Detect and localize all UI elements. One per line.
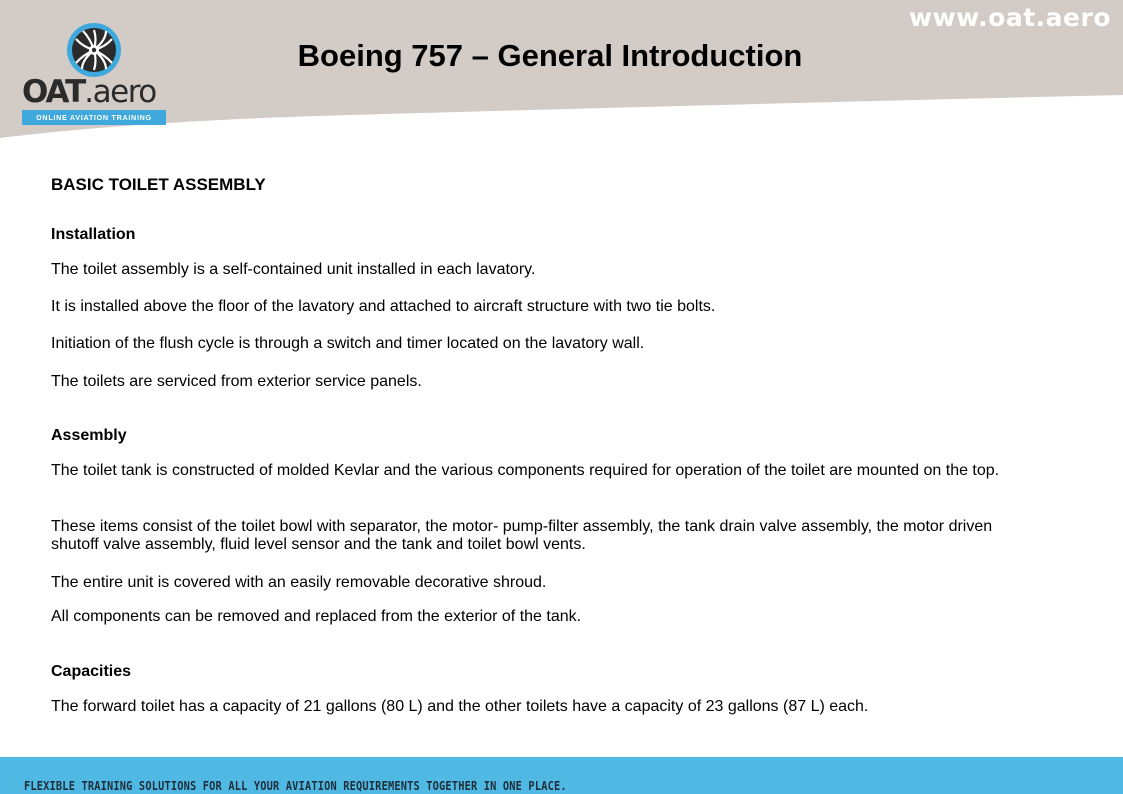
footer-tagline: FLEXIBLE TRAINING SOLUTIONS FOR ALL YOUR AVIATION REQUIREMENTS TOGETHER IN ONE PLACE. <box>24 779 567 793</box>
paragraph: The toilet tank is constructed of molded Kevlar and the various components required for operation of the toilet are mounted on the top. <box>51 462 1000 479</box>
paragraph: These items consist of the toilet bowl with separator, the motor- pump-filter assembly, the tank drain valve assembly, the motor driven shutoff valve assembly, fluid level sensor and the tank and toilet bowl vents. <box>51 518 993 553</box>
paragraph: The entire unit is covered with an easily removable decorative shroud. <box>51 574 547 591</box>
paragraph: The toilets are serviced from exterior service panels. <box>51 373 422 390</box>
heading-installation: Installation <box>51 226 136 243</box>
paragraph: All components can be removed and replaced from the exterior of the tank. <box>51 608 582 625</box>
logo-wordmark: OAT.aero <box>22 74 156 110</box>
website-url: www.oat.aero <box>908 3 1111 32</box>
heading-assembly: Assembly <box>51 427 127 444</box>
page-title: Boeing 757 – General Introduction <box>297 38 803 73</box>
heading-capacities: Capacities <box>51 663 132 680</box>
paragraph: The toilet assembly is a self-contained unit installed in each lavatory. <box>51 261 536 278</box>
paragraph: Initiation of the flush cycle is through a switch and timer located on the lavatory wall. <box>51 335 645 352</box>
paragraph: It is installed above the floor of the lavatory and attached to aircraft structure with two tie bolts. <box>51 298 716 315</box>
footer-bar <box>0 757 1123 794</box>
section-title: BASIC TOILET ASSEMBLY <box>51 175 266 194</box>
logo-tagline: ONLINE AVIATION TRAINING <box>22 110 166 125</box>
paragraph: The forward toilet has a capacity of 21 gallons (80 L) and the other toilets have a capacity of 23 gallons (87 L) each. <box>51 698 869 715</box>
